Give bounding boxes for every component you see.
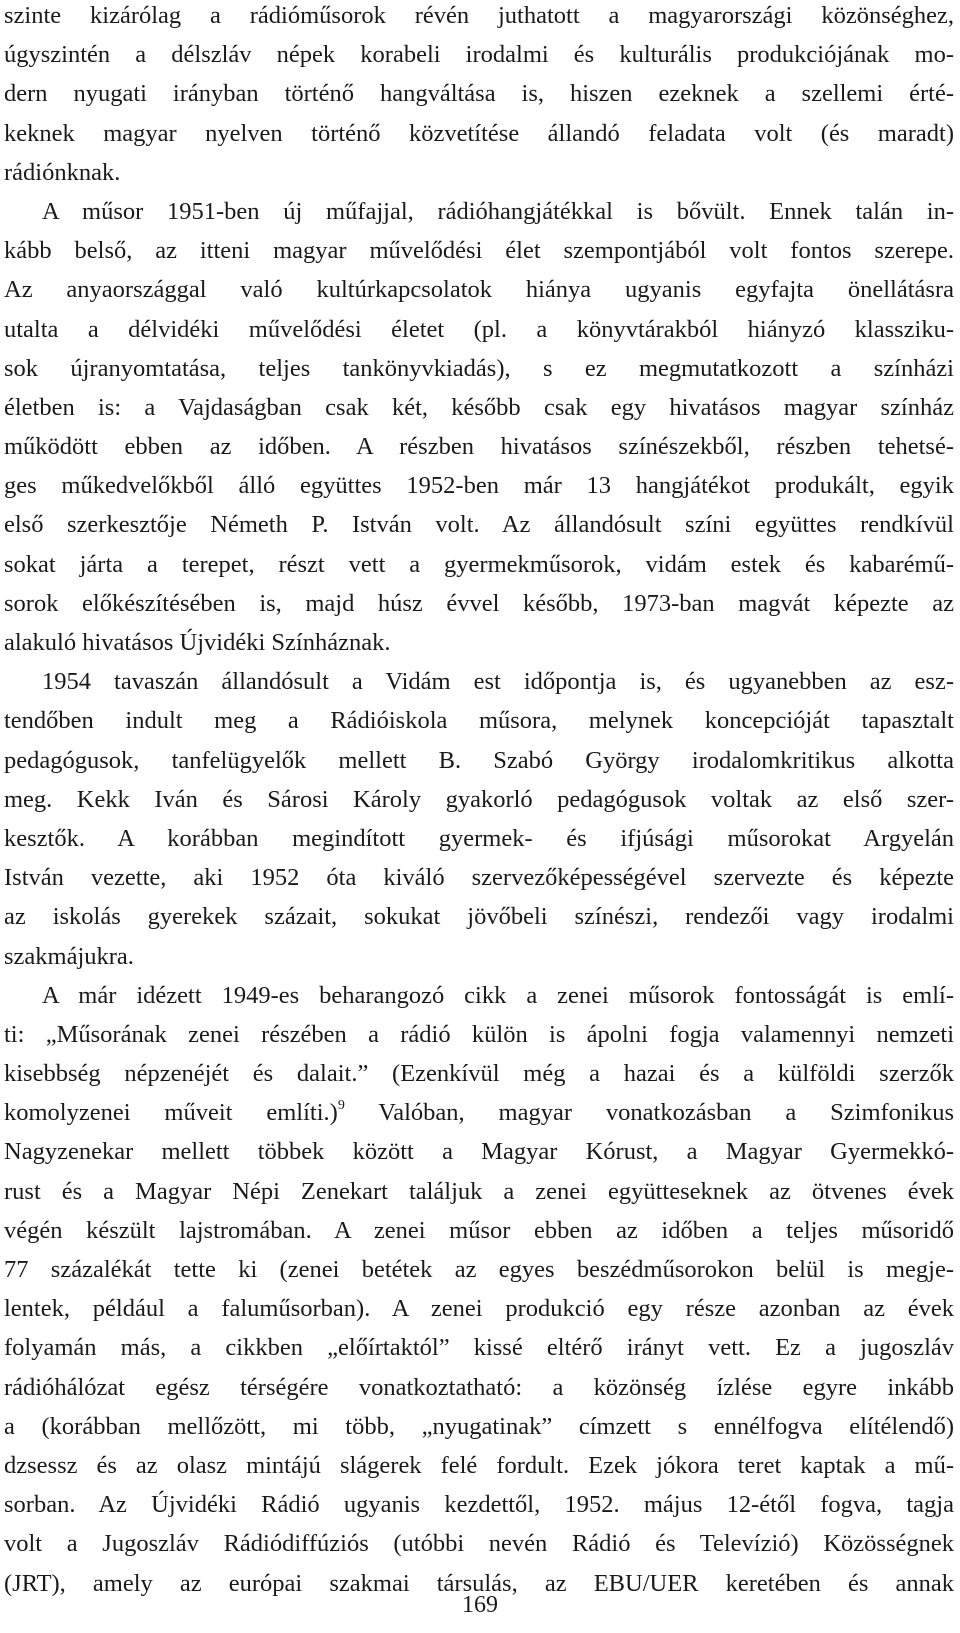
text-line: ti: „Műsorának zenei részében a rádió külön is ápolni fogja valamennyi nemzeti [4, 1020, 954, 1048]
text-line: kább belső, az itteni magyar művelődési élet szempontjából volt fontos szerepe. [4, 237, 954, 265]
text-line: rust és a Magyar Népi Zenekart találjuk a zenei együtteseknek az ötvenes évek [4, 1177, 954, 1205]
text-line: rádiónknak. [4, 158, 121, 186]
text-line: működött ebben az időben. A részben hivatásos színészekből, részben tehetsé- [4, 433, 954, 461]
text-line: a (korábban mellőzött, mi több, „nyugatinak” címzett s ennélfogva elítélendő) [4, 1412, 954, 1440]
text-segment: komolyzenei műveit említi.) [4, 1099, 338, 1127]
text-line: volt a Jugoszláv Rádiódiffúziós (utóbbi nevén Rádió és Televízió) Közösségnek [4, 1530, 954, 1558]
text-line: folyamán más, a cikkben „előírtaktól” kissé eltérő irányt vett. Ez a jugoszláv [4, 1334, 954, 1362]
text-line-with-footnote [4, 1093, 954, 1132]
text-line: (JRT), amely az európai szakmai társulás, az EBU/UER keretében és annak [4, 1569, 954, 1597]
text-line: meg. Kekk Iván és Sárosi Károly gyakorló pedagógusok voltak az első szer- [4, 785, 954, 813]
text-line: kesztők. A korábban megindított gyermek- és ifjúsági műsorokat Argyelán [4, 824, 954, 852]
page-number: 169 [462, 1592, 498, 1618]
text-line: az iskolás gyerekek százait, sokukat jövőbeli színészi, rendezői vagy irodalmi [4, 903, 954, 931]
text-line: sokat járta a terepet, részt vett a gyermekműsorok, vidám estek és kabarémű- [4, 550, 954, 578]
text-line: szakmájukra. [4, 942, 134, 970]
text-line: István vezette, aki 1952 óta kiváló szervezőképességével szervezte és képezte [4, 864, 954, 892]
text-line: Nagyzenekar mellett többek között a Magyar Kórust, a Magyar Gyermekkó- [4, 1138, 954, 1166]
text-line: alakuló hivatásos Újvidéki Színháznak. [4, 629, 391, 656]
text-line: rádióhálózat egész térségére vonatkoztatható: a közönség ízlése egyre inkább [4, 1373, 954, 1401]
text-line: kisebbség népzenéjét és dalait.” (Ezenkívül még a hazai és a külföldi szerzők [4, 1060, 954, 1088]
text-line: 77 százalékát tette ki (zenei betétek az egyes beszédműsorokon belül is megje- [4, 1256, 954, 1283]
text-line: keknek magyar nyelven történő közvetítése állandó feladata volt (és maradt) [4, 119, 954, 147]
text-line: sorok előkészítésében is, majd húsz évvel később, 1973-ban magvát képezte az [4, 589, 954, 617]
text-line: úgyszintén a délszláv népek korabeli irodalmi és kulturális produkciójának mo- [4, 41, 954, 69]
text-line: életben is: a Vajdaságban csak két, később csak egy hivatásos magyar színház [4, 393, 954, 421]
text-line: ges műkedvelőkből álló együttes 1952-ben már 13 hangjátékot produkált, egyik [4, 472, 954, 500]
text-line: utalta a délvidéki művelődési életet (pl. a könyvtárakból hiányzó klassziku- [4, 315, 954, 343]
text-line: első szerkesztője Németh P. István volt. Az állandósult színi együttes rendkívül [4, 511, 954, 539]
paragraph-start-line: A már idézett 1949-es beharangozó cikk a zenei műsorok fontosságát is emlí- [42, 981, 954, 1009]
text-line: végén készült lajstromában. A zenei műsor ebben az időben a teljes műsoridő [4, 1216, 954, 1244]
text-segment: Valóban, magyar vonatkozásban a Szimfonikus [344, 1099, 954, 1127]
paragraph-start-line: A műsor 1951-ben új műfajjal, rádióhangjátékkal is bővült. Ennek talán in- [42, 197, 954, 225]
paragraph-start-line: 1954 tavaszán állandósult a Vidám est időpontja is, és ugyanebben az esz- [42, 668, 954, 696]
text-line: lentek, például a faluműsorban). A zenei produkció egy része azonban az évek [4, 1295, 954, 1323]
text-line: dern nyugati irányban történő hangváltása is, hiszen ezeknek a szellemi érté- [4, 80, 954, 108]
footnote-reference[interactable]: 9 [337, 1098, 345, 1114]
text-line: Az anyaországgal való kultúrkapcsolatok hiánya ugyanis egyfajta önellátásra [4, 276, 954, 304]
text-line: sok újranyomtatása, teljes tankönyvkiadás), s ez megmutatkozott a színházi [4, 354, 954, 382]
text-line: szinte kizárólag a rádióműsorok révén juthatott a magyarországi közönséghez, [4, 2, 954, 29]
text-line: pedagógusok, tanfelügyelők mellett B. Szabó György irodalomkritikus alkotta [4, 746, 954, 774]
text-line: tendőben indult meg a Rádióiskola műsora, melynek koncepcióját tapasztalt [4, 707, 954, 735]
text-line: sorban. Az Újvidéki Rádió ugyanis kezdettől, 1952. május 12-étől fogva, tagja [4, 1491, 954, 1519]
body-text [4, 0, 954, 1603]
text-line: dzsessz és az olasz mintájú slágerek felé fordult. Ezek jókora teret kaptak a mű- [4, 1451, 954, 1479]
document-page [4, 0, 954, 1603]
